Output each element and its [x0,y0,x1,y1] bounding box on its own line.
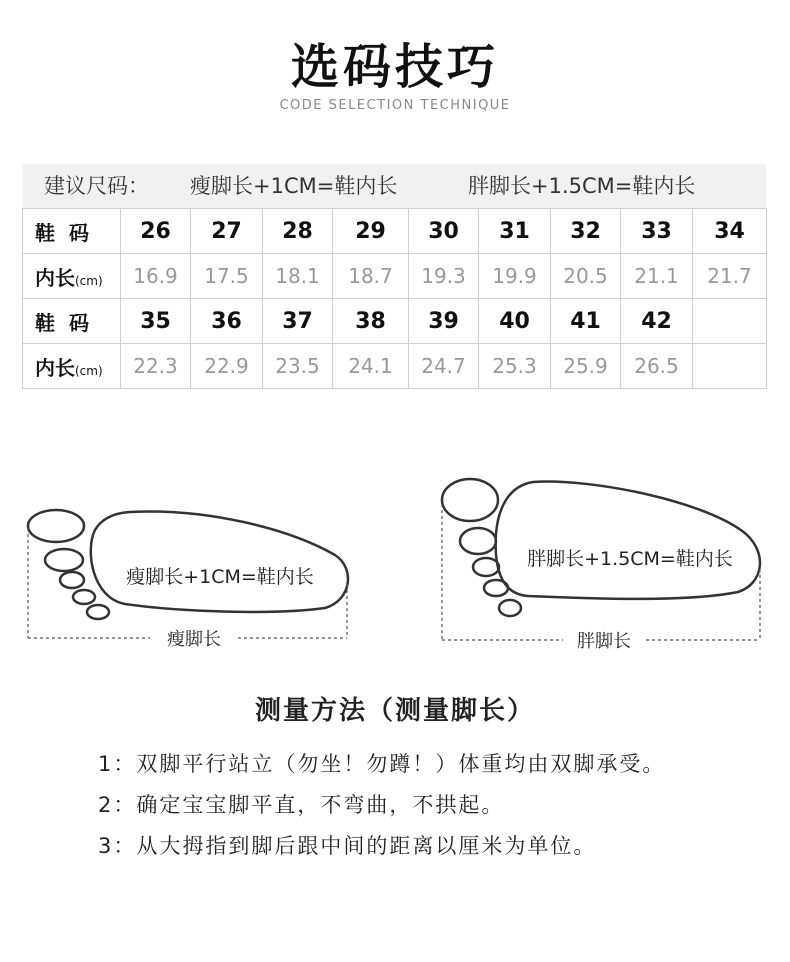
length-cell: 18.7 [333,254,409,299]
fat-foot-toe-2 [460,528,496,554]
size-table [22,208,767,389]
fat-foot-toe-4 [484,580,508,596]
length-cell: 25.3 [479,344,551,389]
length-cell: 18.1 [263,254,333,299]
size-cell: 28 [263,209,333,254]
size-row [23,299,767,344]
fat-foot-formula: 胖脚长+1.5CM=鞋内长 [527,548,733,570]
size-cell [693,299,767,344]
fat-foot-toe-5 [499,600,521,616]
size-cell: 35 [121,299,191,344]
length-cell: 22.9 [191,344,263,389]
method-step: 2：确定宝宝脚平直，不弯曲，不拱起。 [98,793,505,817]
size-cell: 32 [551,209,621,254]
length-cell: 25.9 [551,344,621,389]
length-cell [693,344,767,389]
size-cell: 29 [333,209,409,254]
method-step: 1：双脚平行站立（勿坐！勿蹲！）体重均由双脚承受。 [98,752,666,776]
page-subtitle: CODE SELECTION TECHNIQUE [279,98,511,113]
length-cell: 22.3 [121,344,191,389]
length-label-text: 内长 [35,265,75,290]
advice-thin-foot: 瘦脚长+1CM=鞋内长 [190,174,398,198]
thin-foot-caption: 瘦脚长 [167,629,221,650]
thin-foot-sole-shape [91,511,348,611]
length-row-label [23,344,121,389]
length-cell: 16.9 [121,254,191,299]
length-cell: 24.1 [333,344,409,389]
advice-fat-foot: 胖脚长+1.5CM=鞋内长 [468,174,696,198]
length-row [23,254,767,299]
length-unit-text: (cm) [75,273,103,288]
length-cell: 20.5 [551,254,621,299]
fat-foot-toe-1 [442,479,498,521]
method-title: 测量方法（测量脚长） [254,696,535,726]
length-cell: 19.3 [409,254,479,299]
size-cell: 26 [121,209,191,254]
fat-foot-sole-shape [496,482,760,599]
page-title: 选码技巧 [290,39,499,95]
size-cell: 37 [263,299,333,344]
size-cell: 40 [479,299,551,344]
thin-foot-toe-4 [73,590,95,604]
size-cell: 27 [191,209,263,254]
size-cell: 42 [621,299,693,344]
length-cell: 26.5 [621,344,693,389]
length-cell: 21.1 [621,254,693,299]
length-cell: 21.7 [693,254,767,299]
length-cell: 23.5 [263,344,333,389]
thin-foot-toe-2 [45,549,83,571]
size-row-label: 鞋码 [23,299,121,344]
length-unit-text: (cm) [75,363,103,378]
size-cell: 38 [333,299,409,344]
size-advice-banner [22,164,766,208]
thin-foot-formula: 瘦脚长+1CM=鞋内长 [126,566,314,588]
length-row-label [23,254,121,299]
fat-foot-diagram [438,474,768,654]
length-row [23,344,767,389]
size-row-label: 鞋码 [23,209,121,254]
size-cell: 33 [621,209,693,254]
length-cell: 24.7 [409,344,479,389]
size-cell: 41 [551,299,621,344]
size-row [23,209,767,254]
thin-foot-diagram [20,500,360,660]
method-steps [98,746,665,869]
size-cell: 30 [409,209,479,254]
thin-foot-toe-3 [60,572,84,588]
size-cell: 39 [409,299,479,344]
size-cell: 34 [693,209,767,254]
length-cell: 17.5 [191,254,263,299]
fat-foot-caption: 胖脚长 [577,631,631,652]
thin-foot-toe-5 [87,605,109,619]
advice-label: 建议尺码： [44,174,149,198]
length-label-text: 内长 [35,355,75,380]
size-cell: 36 [191,299,263,344]
thin-foot-toe-1 [28,510,84,542]
length-cell: 19.9 [479,254,551,299]
size-cell: 31 [479,209,551,254]
method-step: 3：从大拇指到脚后跟中间的距离以厘米为单位。 [98,834,597,858]
fat-foot-toe-3 [473,558,499,576]
